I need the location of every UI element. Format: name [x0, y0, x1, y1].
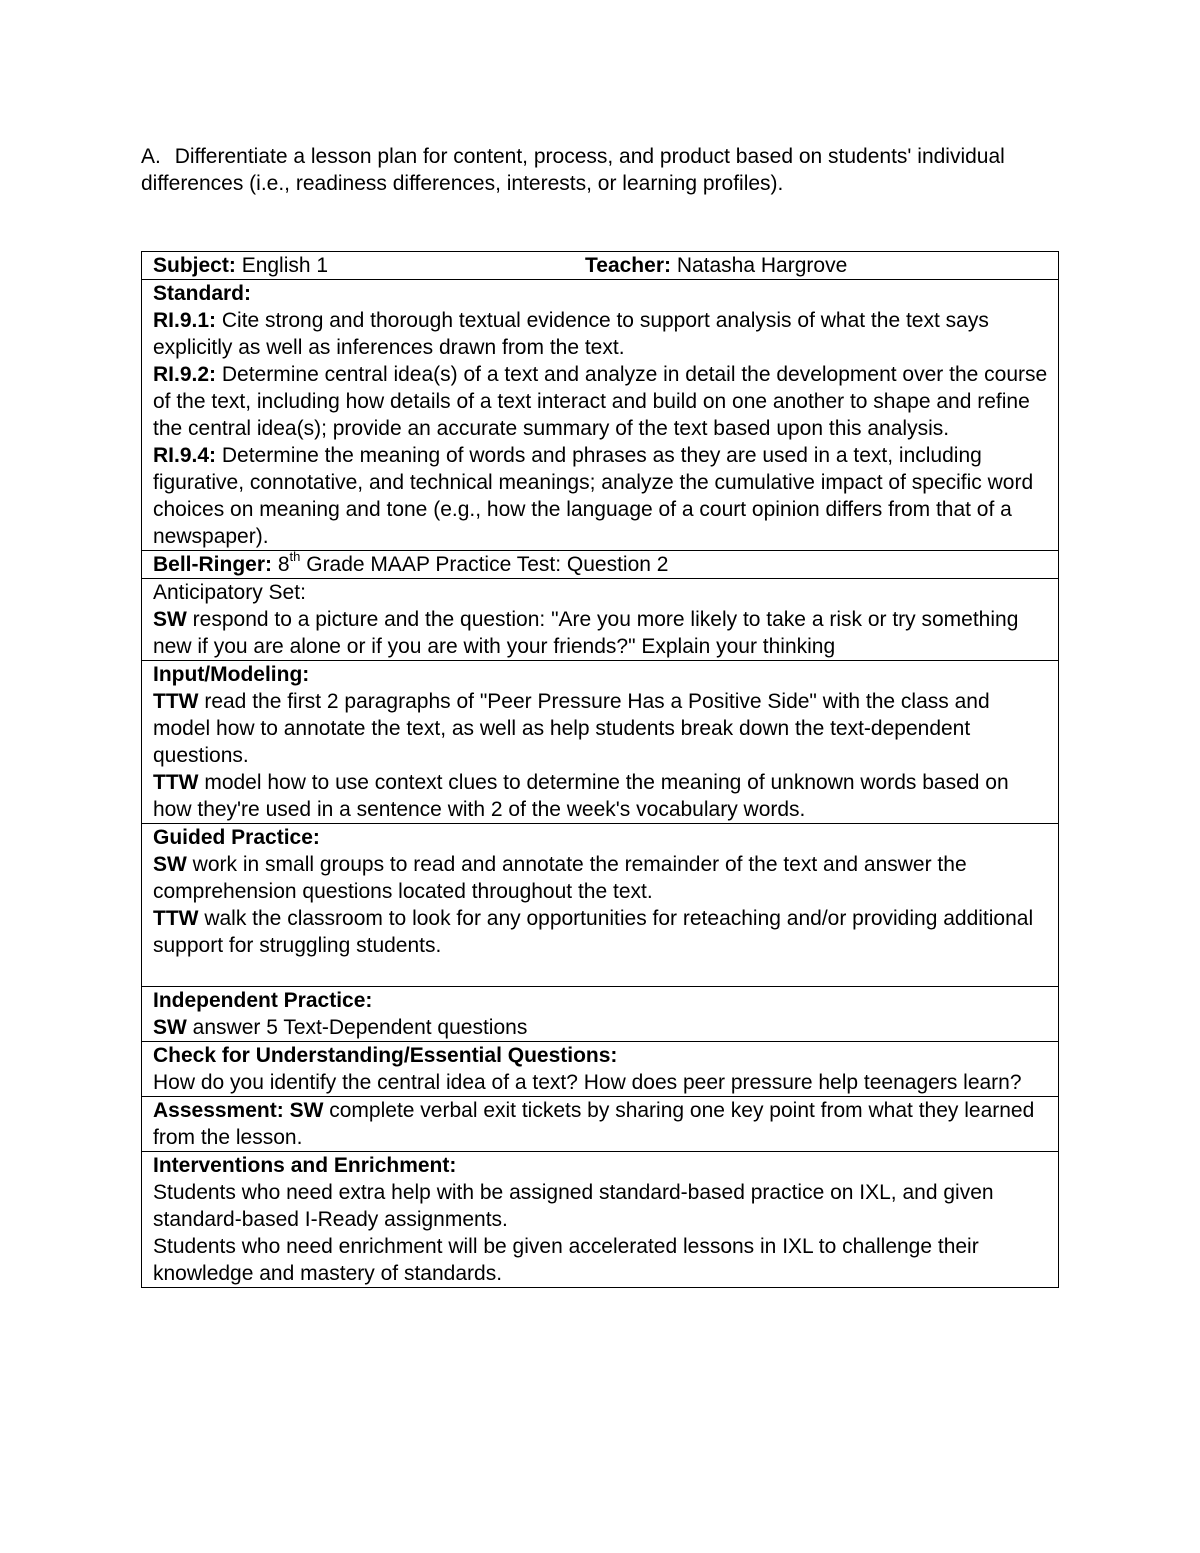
guided-practice-item — [153, 905, 1048, 959]
standard-text: Determine the meaning of words and phrases as they are used in a text, including figurative, connotative, and technical meanings; analyze the cumulative impact of specific word choices on meaning and tone (e.g., how the language of a court opinion differs from that of a newspaper). — [153, 444, 1034, 548]
input-modeling-cell — [142, 661, 1059, 824]
intro-letter: A. — [141, 145, 161, 168]
input-modeling-item — [153, 688, 1048, 769]
standard-item — [153, 442, 1048, 550]
guided-practice-text: work in small groups to read and annotate the remainder of the text and answer the comprehension questions located throughout the text. — [153, 853, 967, 903]
anticipatory-label: Anticipatory Set: — [153, 581, 306, 604]
standard-code: RI.9.2: — [153, 363, 217, 386]
interventions-label: Interventions and Enrichment: — [153, 1154, 457, 1177]
standard-row — [142, 280, 1059, 551]
anticipatory-text: respond to a picture and the question: "Are you more likely to take a risk or try something new if you are alone or if you are with your friends?" Explain your thinking — [153, 608, 1019, 658]
anticipatory-cell — [142, 579, 1059, 661]
anticipatory-body — [153, 606, 1048, 660]
guided-practice-lead: SW — [153, 853, 187, 876]
standard-item — [153, 361, 1048, 442]
interventions-cell — [142, 1152, 1059, 1288]
intro-text: Differentiate a lesson plan for content, process, and product based on students' individual differences (i.e., readiness differences, interests, or learning profiles). — [141, 145, 1005, 195]
input-modeling-label: Input/Modeling: — [153, 663, 310, 686]
assessment-lead: SW — [289, 1099, 324, 1122]
interventions-line: Students who need extra help with be assigned standard-based practice on IXL, and given standard-based I-Ready assignments. — [153, 1181, 994, 1231]
input-modeling-item — [153, 769, 1048, 823]
input-modeling-text: read the first 2 paragraphs of "Peer Pressure Has a Positive Side" with the class and model how to annotate the text, as well as help students break down the text-dependent questions. — [153, 690, 990, 767]
guided-practice-lead: TTW — [153, 907, 199, 930]
bell-ringer-num: 8 — [277, 553, 290, 576]
input-modeling-row — [142, 661, 1059, 824]
check-understanding-text: How do you identify the central idea of a text? How does peer pressure help teenagers learn? — [153, 1071, 1022, 1094]
standard-code: RI.9.1: — [153, 309, 217, 332]
anticipatory-row — [142, 579, 1059, 661]
independent-practice-label: Independent Practice: — [153, 989, 373, 1012]
subject-field — [153, 254, 328, 277]
check-understanding-row — [142, 1042, 1059, 1097]
lesson-plan-table — [141, 251, 1059, 1288]
subject-label: Subject: — [153, 254, 236, 277]
standard-item — [153, 307, 1048, 361]
guided-practice-item — [153, 851, 1048, 905]
teacher-field — [585, 252, 847, 279]
guided-practice-row — [142, 824, 1059, 987]
independent-practice-text: answer 5 Text-Dependent questions — [192, 1016, 528, 1039]
bell-ringer-row — [142, 551, 1059, 579]
bell-ringer-sup: th — [289, 549, 301, 564]
standard-text: Determine central idea(s) of a text and analyze in detail the development over the course of the text, including how details of a text interact and build on one another to shape and refine the central idea(s); provide an accurate summary of the text based upon this analysis. — [153, 363, 1048, 440]
teacher-value: Natasha Hargrove — [676, 254, 848, 277]
header-cell — [142, 252, 1059, 280]
independent-practice-body — [153, 1014, 1048, 1041]
assessment-cell — [142, 1097, 1059, 1152]
input-modeling-text: model how to use context clues to determine the meaning of unknown words based on how they're used in a sentence with 2 of the week's vocabulary words. — [153, 771, 1009, 821]
standard-text: Cite strong and thorough textual evidence to support analysis of what the text says explicitly as well as inferences drawn from the text. — [153, 309, 989, 359]
standard-cell — [142, 280, 1059, 551]
interventions-line: Students who need enrichment will be given accelerated lessons in IXL to challenge their knowledge and mastery of standards. — [153, 1235, 979, 1285]
interventions-row — [142, 1152, 1059, 1288]
input-modeling-lead: TTW — [153, 771, 199, 794]
independent-practice-row — [142, 987, 1059, 1042]
guided-practice-label: Guided Practice: — [153, 826, 320, 849]
guided-practice-text: walk the classroom to look for any opportunities for reteaching and/or providing additional support for struggling students. — [153, 907, 1034, 957]
independent-practice-cell — [142, 987, 1059, 1042]
standard-code: RI.9.4: — [153, 444, 217, 467]
bell-ringer-text: Grade MAAP Practice Test: Question 2 — [306, 553, 669, 576]
check-understanding-label: Check for Understanding/Essential Questions: — [153, 1044, 618, 1067]
teacher-label: Teacher: — [585, 254, 671, 277]
anticipatory-lead: SW — [153, 608, 187, 631]
assessment-text: complete verbal exit tickets by sharing one key point from what they learned from the lesson. — [153, 1099, 1035, 1149]
input-modeling-lead: TTW — [153, 690, 199, 713]
standard-label: Standard: — [153, 282, 252, 305]
guided-practice-cell — [142, 824, 1059, 987]
assessment-label: Assessment: — [153, 1099, 284, 1122]
check-understanding-cell — [142, 1042, 1059, 1097]
independent-practice-lead: SW — [153, 1016, 187, 1039]
bell-ringer-cell — [142, 551, 1059, 579]
header-row — [142, 252, 1059, 280]
intro-prompt — [141, 143, 1041, 197]
bell-ringer-label: Bell-Ringer: — [153, 553, 273, 576]
subject-value: English 1 — [241, 254, 329, 277]
assessment-row — [142, 1097, 1059, 1152]
